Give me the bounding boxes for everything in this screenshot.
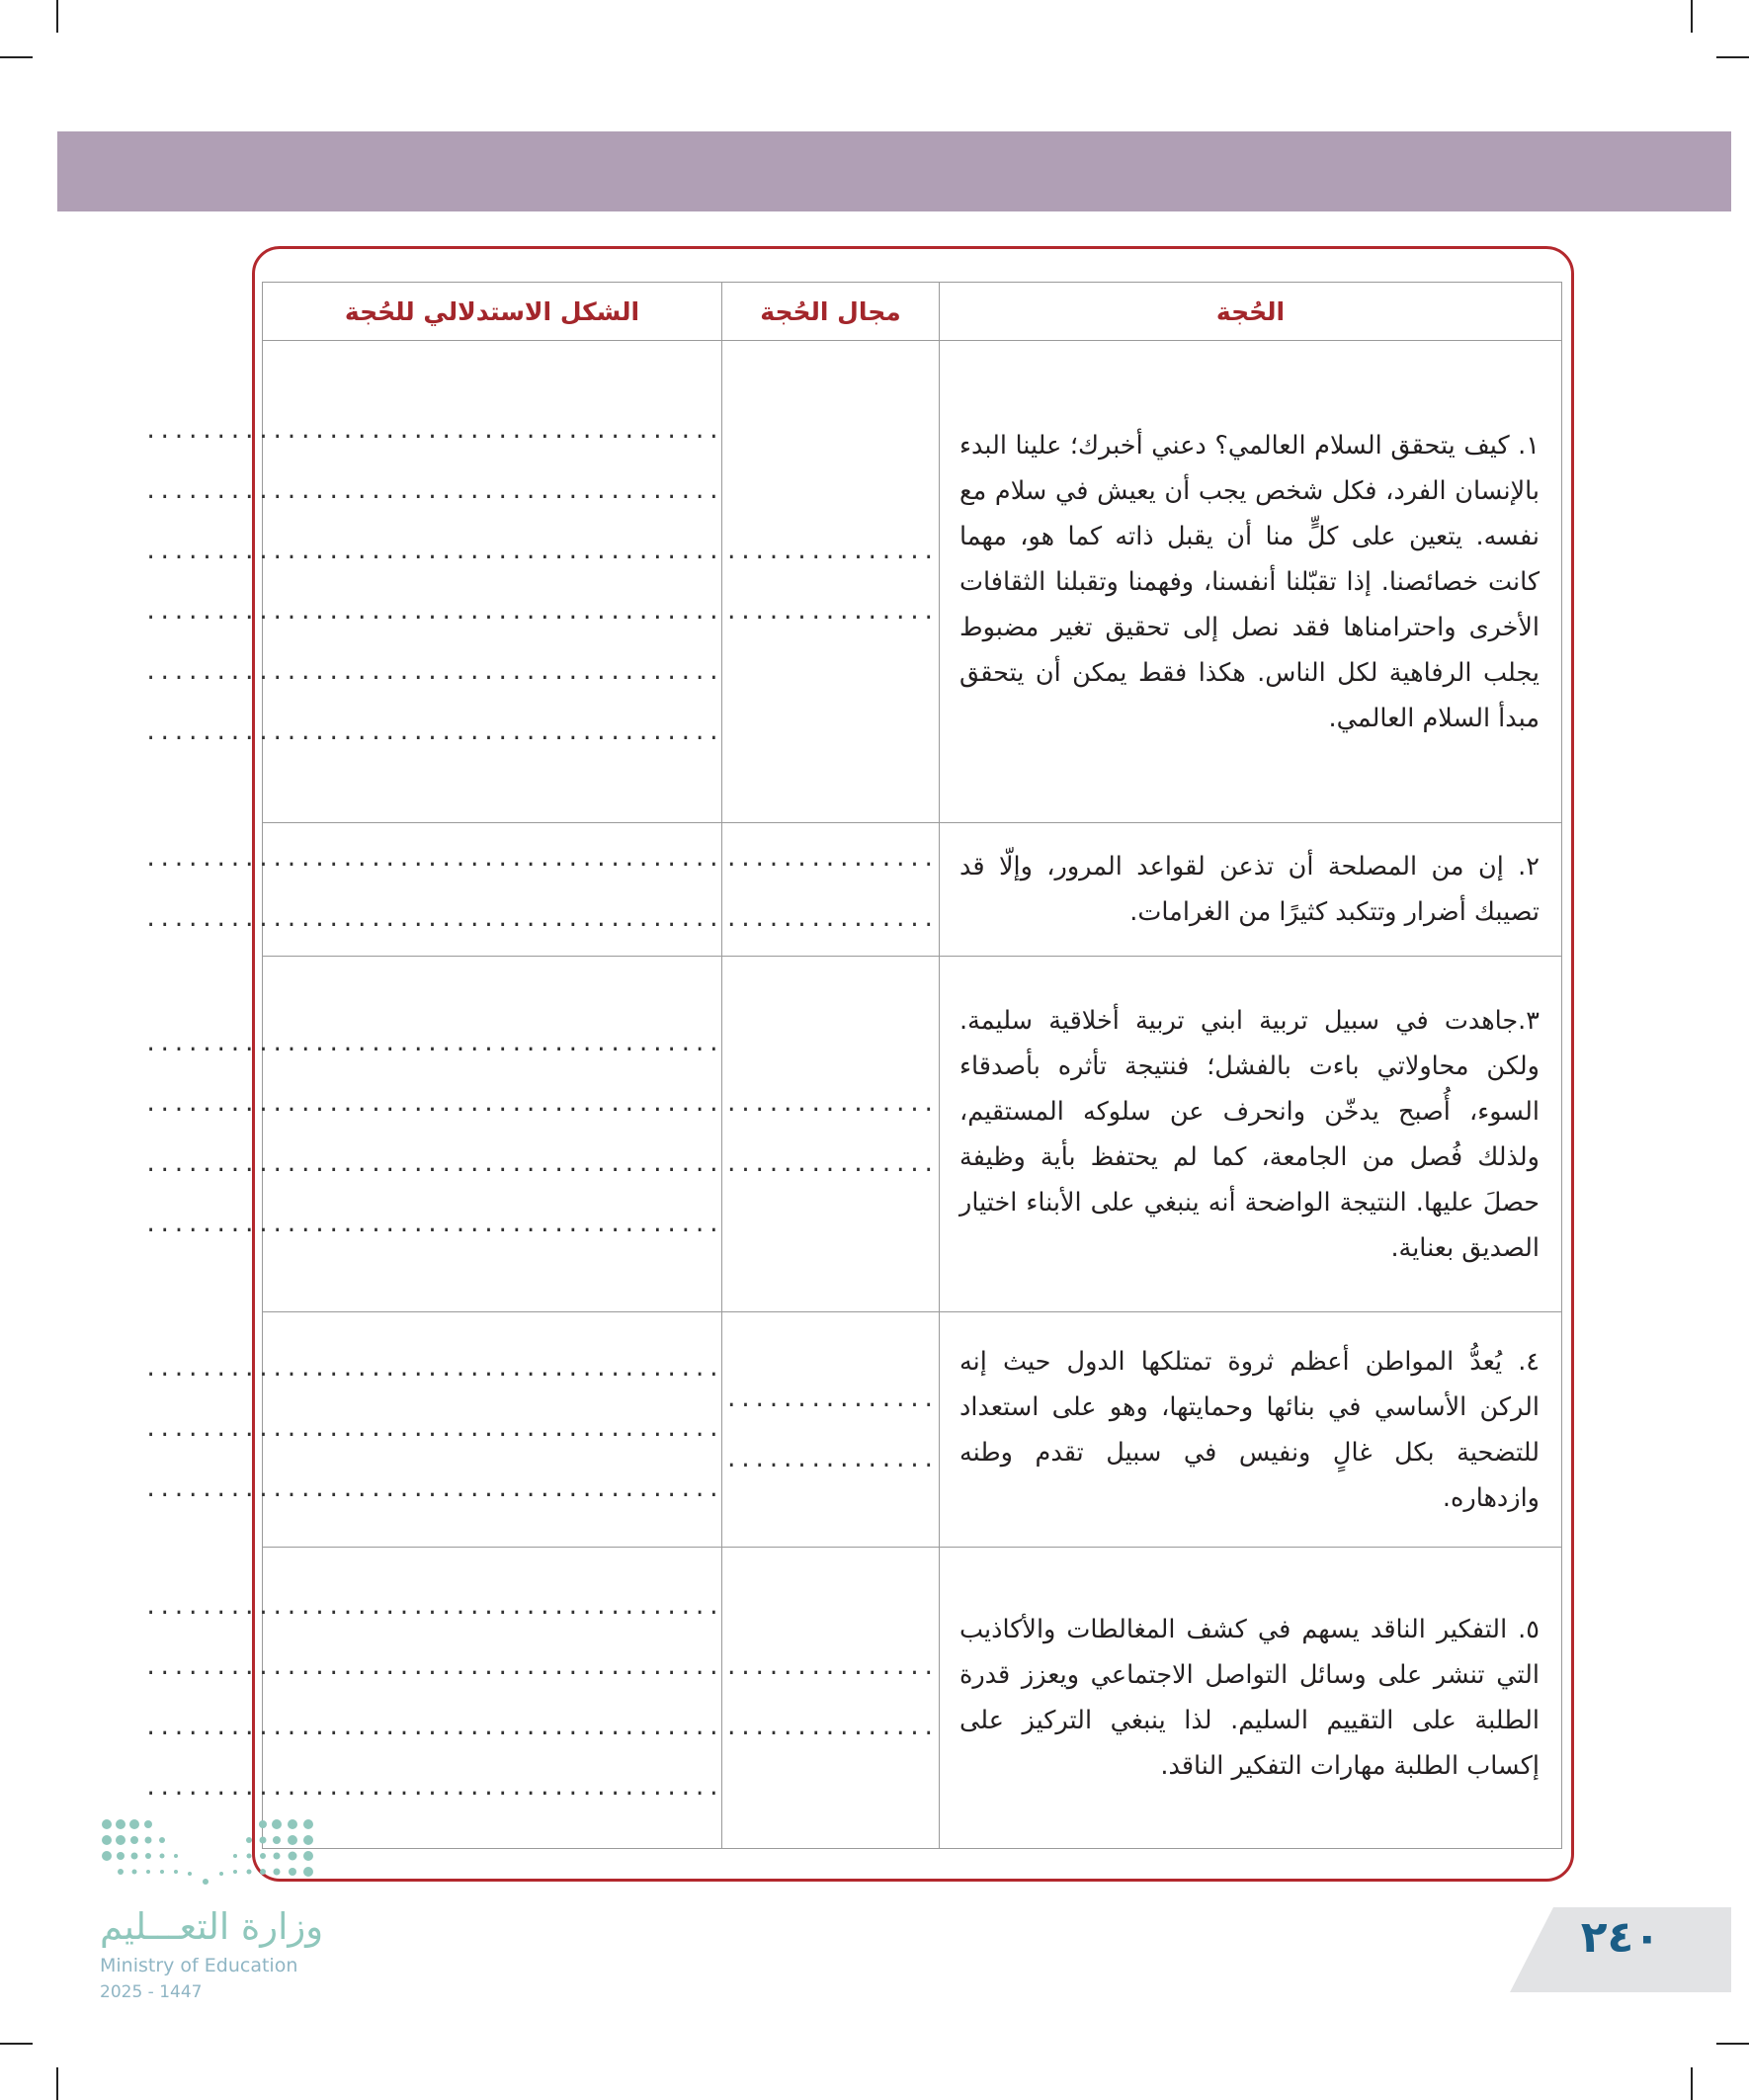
ministry-name-arabic: وزارة التعـــليم [100,1905,324,1948]
form-blank[interactable]: ......................................... [143,1477,721,1502]
crop-mark [0,2043,33,2045]
header-band [57,131,1731,211]
domain-cell[interactable] [722,1312,940,1548]
domain-blank[interactable]: ............... [724,1447,937,1472]
domain-blank[interactable]: ............... [724,1716,937,1740]
crop-mark [56,2067,58,2100]
argument-cell [940,1548,1562,1849]
table-header-row [263,283,1562,341]
domain-blank[interactable]: ............... [724,1655,937,1680]
crop-mark [1716,2043,1749,2045]
table-row [263,823,1562,957]
argument-cell [940,957,1562,1312]
form-blank[interactable]: ......................................... [143,539,721,564]
crop-mark [1691,2067,1693,2100]
form-blank[interactable]: ......................................... [143,1776,721,1801]
domain-blank[interactable]: ............... [724,847,937,872]
domain-blank[interactable]: ............... [724,1386,937,1412]
page-number: ٢٤٠ [1580,1912,1661,1963]
ministry-name-english: Ministry of Education [100,1955,298,1976]
crop-mark [1716,56,1749,58]
arguments-table [143,282,1562,1849]
form-cell[interactable] [143,957,722,1312]
form-blank[interactable]: ......................................... [143,1417,721,1442]
form-blank[interactable]: ......................................... [143,1031,721,1056]
domain-cell[interactable] [722,957,940,1312]
form-blank[interactable]: ......................................... [143,478,721,504]
argument-text: ٣.جاهدت في سبيل تربية ابني تربية أخلاقية سليمة. ولكن محاولاتي باءت بالفشل؛ فنتيجة تأثره بأصدقاء السوء، أُصبح يدخّن وانحرف عن سلوكه المستقيم، ولذلك فُصل من الجامعة، كما لم يحتفظ بأية وظيفة حصلَ عليها. النتيجة الواضحة أنه ينبغي على الأبناء اختيار الصديق بعناية. [959,1005,1540,1263]
form-blank[interactable]: ......................................... [143,1357,721,1382]
form-blank[interactable]: ......................................... [143,418,721,444]
form-blank[interactable]: ......................................... [143,1716,721,1740]
form-cell[interactable] [143,1548,722,1849]
form-blank[interactable]: ......................................... [143,1151,721,1177]
table-row [263,341,1562,823]
domain-blank[interactable]: ............... [724,1091,937,1117]
argument-cell [940,823,1562,957]
domain-blank[interactable]: ............... [724,539,937,564]
ministry-logo-icon [99,1816,316,1890]
argument-cell [940,1312,1562,1548]
form-blank[interactable]: ......................................... [143,847,721,872]
header-argument: الحُجة [940,283,1562,341]
form-blank[interactable]: ......................................... [143,907,721,932]
table-row [263,957,1562,1312]
form-blank[interactable]: ......................................... [143,1595,721,1620]
domain-cell[interactable] [722,823,940,957]
table-row [263,1312,1562,1548]
argument-text: ١. كيف يتحقق السلام العالمي؟ دعني أخبرك؛ علينا البدء بالإنسان الفرد، فكل شخص يجب أن يعيش في سلام مع نفسه. يتعين على كلٍّ منا أن يقبل ذاته كما هو، مهما كانت خصائصنا. إذا تقبّلنا أنفسنا، وفهمنا وتقبلنا الثقافات الأخرى واحترامناها فقد نصل إلى تحقيق تغير مضبوط يجلب الرفاهية لكل الناس. هكذا فقط يمكن أن يتحقق مبدأ السلام العالمي. [959,430,1540,733]
ministry-year: 2025 - 1447 [100,1982,203,2002]
table-row [263,1548,1562,1849]
domain-cell[interactable] [722,341,940,823]
form-blank[interactable]: ......................................... [143,1655,721,1680]
form-blank[interactable]: ......................................... [143,1091,721,1117]
argument-text: ٢. إن من المصلحة أن تذعن لقواعد المرور، وإلّا قد تصيبك أضرار وتتكبد كثيرًا من الغرامات. [959,852,1540,927]
domain-cell[interactable] [722,1548,940,1849]
crop-mark [0,56,33,58]
form-blank[interactable]: ......................................... [143,659,721,685]
argument-text: ٥. التفكير الناقد يسهم في كشف المغالطات والأكاذيب التي تنشر على وسائل التواصل الاجتماعي ويعزز قدرة الطلبة على التقييم السليم. لذا ينبغي التركيز على إكساب الطلبة مهارات التفكير الناقد. [959,1615,1540,1781]
crop-mark [1691,0,1693,33]
form-cell[interactable] [143,823,722,957]
crop-mark [56,0,58,33]
argument-text: ٤. يُعدُّ المواطن أعظم ثروة تمتلكها الدول حيث إنه الركن الأساسي في بنائها وحمايتها، وهو على استعداد للتضحية بكل غالٍ ونفيس في سبيل تقدم وطنه وازدهاره. [959,1346,1540,1513]
form-cell[interactable] [143,341,722,823]
form-blank[interactable]: ......................................... [143,1212,721,1237]
form-blank[interactable]: ......................................... [143,599,721,625]
form-cell[interactable] [143,1312,722,1548]
header-domain: مجال الحُجة [722,283,940,341]
form-blank[interactable]: ......................................... [143,719,721,745]
argument-cell [940,341,1562,823]
domain-blank[interactable]: ............... [724,599,937,625]
domain-blank[interactable]: ............... [724,907,937,932]
header-form: الشكل الاستدلالي للحُجة [263,283,722,341]
domain-blank[interactable]: ............... [724,1151,937,1177]
